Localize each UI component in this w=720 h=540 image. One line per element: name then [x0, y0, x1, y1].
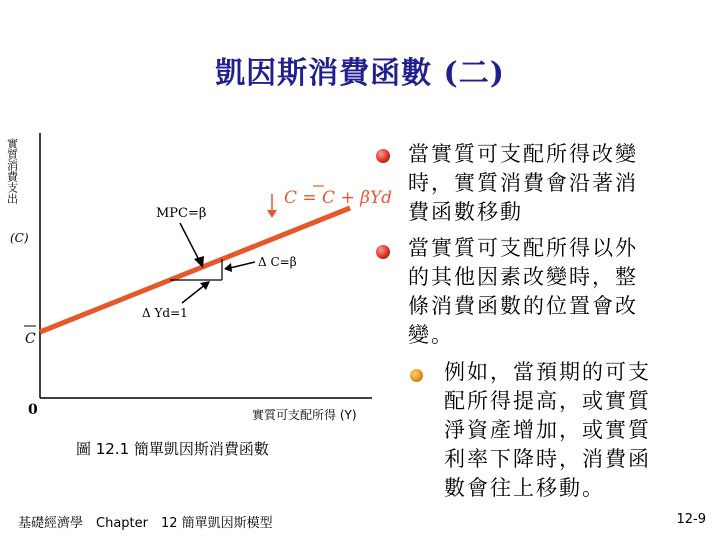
sub-bullet-line: 數會往上移動。: [444, 476, 605, 500]
delta-c-arrow: [230, 262, 255, 268]
bullet-2-line: 的其他因素改變時，整: [408, 265, 638, 289]
bullet-1-line: 時，實質消費會沿著消: [408, 171, 638, 195]
footer-chapter: 基礎經濟學 Chapter 12 簡單凱因斯模型: [18, 516, 273, 531]
origin-label: 0: [28, 402, 38, 418]
y-axis-label-c: (C): [10, 231, 29, 245]
mpc-label: MPC=β: [156, 206, 207, 221]
red-bullet-icon: [376, 149, 390, 163]
bullet-1-line: 當實質可支配所得改變: [408, 142, 638, 166]
bullet-1: [408, 140, 638, 227]
footer-page-number: 12-9: [676, 512, 706, 527]
sub-bullet: [444, 358, 651, 503]
delta-yd-arrow: [182, 284, 206, 303]
delta-c-arrowhead: [224, 263, 232, 272]
y-axis-label-top: 實質消費支出: [5, 138, 19, 204]
sub-bullet-line: 淨資產增加，或實質: [444, 418, 651, 442]
figure-caption: 圖 12.1 簡單凱因斯消費函數: [76, 440, 269, 458]
bullet-2-line: 當實質可支配所得以外: [408, 236, 638, 260]
sub-bullet-line: 利率下降時，消費函: [444, 447, 651, 471]
red-bullet-icon: [376, 245, 390, 259]
orange-bullet-icon: [410, 369, 423, 382]
equation-label: C = C + βYd: [284, 188, 393, 208]
bullet-2-line: 條消費函數的位置會改: [408, 294, 638, 318]
equation-arrowhead: [267, 210, 277, 218]
x-axis-label: 實質可支配所得 (Y): [252, 408, 357, 422]
consumption-line: [40, 208, 350, 332]
slide-title: 凱因斯消費函數 (二): [215, 56, 505, 91]
mpc-arrow: [180, 223, 200, 262]
bullet-1-line: 費函數移動: [408, 200, 523, 224]
sub-bullet-line: 例如，當預期的可支: [444, 360, 651, 384]
sub-bullet-line: 配所得提高，或實質: [444, 389, 651, 413]
bullet-2-line: 變。: [408, 323, 454, 347]
delta-yd-arrowhead: [200, 281, 210, 290]
intercept-label: C: [25, 331, 36, 347]
delta-c-label: Δ C=β: [258, 255, 297, 269]
delta-yd-label: Δ Yd=1: [142, 306, 188, 320]
bullet-2: [408, 234, 638, 350]
